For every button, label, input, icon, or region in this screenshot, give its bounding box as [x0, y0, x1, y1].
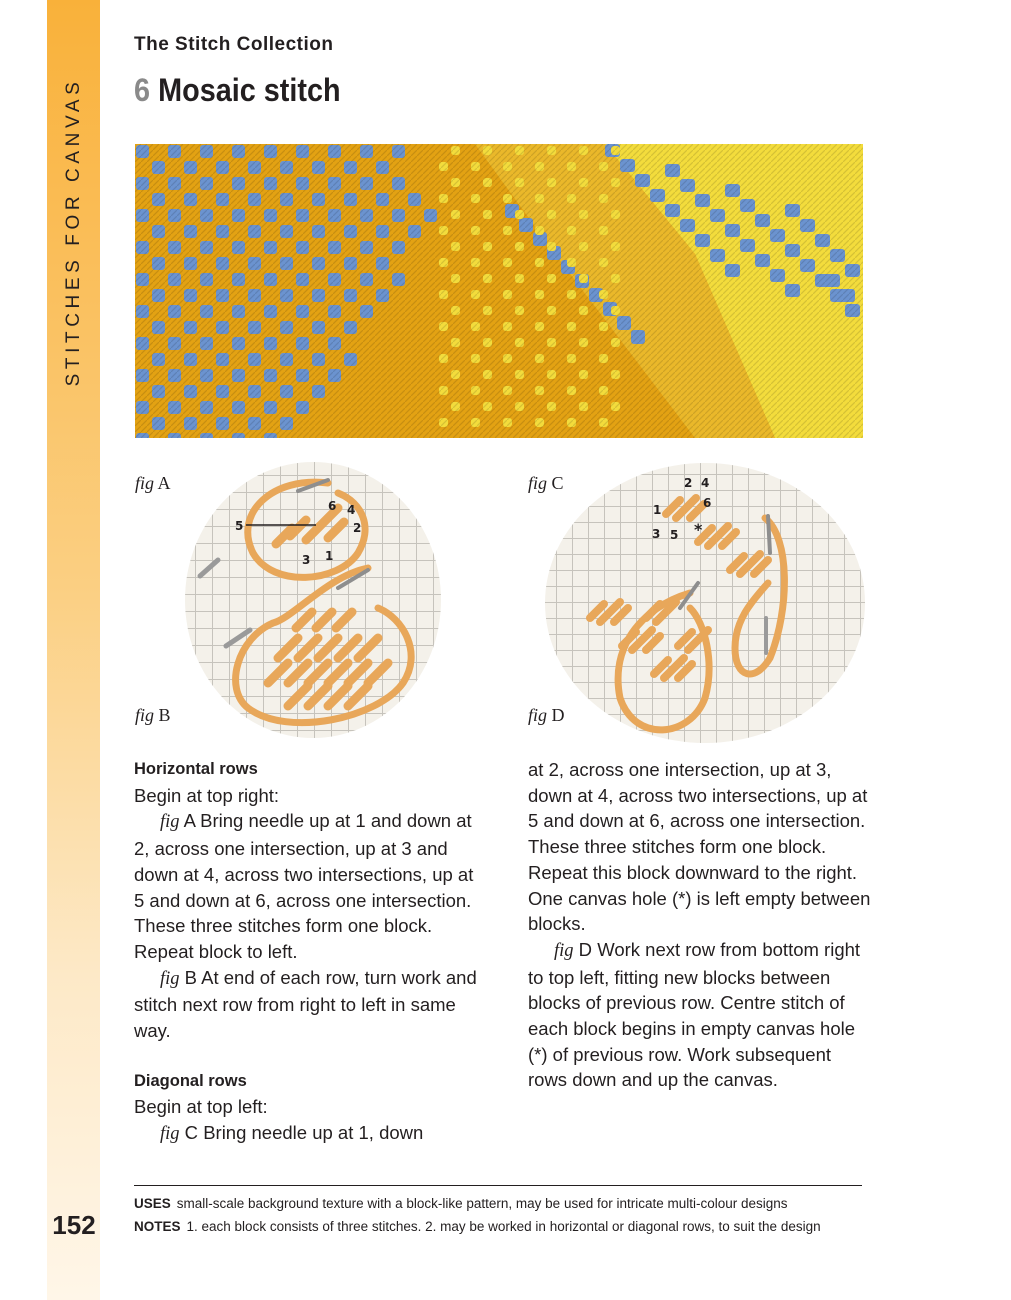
fig-c-instructions-continued: at 2, across one intersection, up at 3, down at 4, across two intersections, up at 5 and down at 6, across one intersection. These three stitches form one block. Repeat this block downward to the right. One canvas hole (*) is left empty between blocks. — [528, 759, 871, 935]
instructions-right-column — [528, 757, 873, 1093]
notes-label: NOTES — [134, 1219, 181, 1234]
sample-photo — [135, 144, 863, 438]
horizontal-rows-heading: Horizontal rows — [134, 760, 258, 778]
fig-b-instructions: fig B At end of each row, turn work and stitch next row from right to left in same way. — [134, 966, 477, 1042]
fig-c-marker-4: 4 — [701, 476, 710, 490]
instructions-left-column — [134, 757, 479, 1148]
uses-text: small-scale background texture with a block-like pattern, may be used for intricate multi-colour designs — [176, 1196, 788, 1211]
chapter-side-label: STITCHES FOR CANVAS — [63, 77, 84, 387]
photo-texture — [135, 144, 863, 438]
fig-a-label: fig A — [135, 473, 171, 493]
diagram-fig-c-d — [540, 458, 870, 748]
footer-uses — [134, 1196, 788, 1211]
fig-c-marker-1: 1 — [653, 503, 662, 517]
diagonal-rows-intro: Begin at top left: — [134, 1096, 268, 1118]
notes-text: 1. each block consists of three stitches. 2. may be worked in horizontal or diagonal rows, to suit the design — [186, 1219, 821, 1234]
stitch-title — [134, 72, 341, 109]
fig-c-marker-2: 2 — [684, 476, 693, 490]
fig-d-label: fig D — [528, 705, 565, 725]
fig-d-instructions: fig D Work next row from bottom right to top left, fitting new blocks between blocks of previous row. Centre stitch of each block begins in empty canvas hole (*) of previous row. Work subsequent rows down and up the canvas. — [528, 938, 861, 1091]
fig-c-empty-hole-marker: * — [694, 520, 703, 539]
footer-notes — [134, 1219, 821, 1234]
fig-a-instructions: fig A Bring needle up at 1 and down at 2, across one intersection, up at 3 and down at 4, across two intersections, up at 5 and down at 6, across one intersection. These three stitches form one block. Repeat block to left. — [134, 810, 474, 962]
fig-b-label: fig B — [135, 705, 171, 725]
fig-c-label: fig C — [528, 473, 564, 493]
stitch-name: Mosaic stitch — [158, 72, 341, 108]
fig-a-marker-5: 5 — [235, 519, 244, 533]
diagram-fig-a-b — [178, 458, 448, 743]
page-number: 152 — [52, 1210, 96, 1240]
fig-a-marker-4: 4 — [347, 503, 356, 517]
diagonal-rows-heading: Diagonal rows — [134, 1071, 247, 1090]
uses-label: USES — [134, 1196, 171, 1211]
needle-c — [768, 516, 770, 553]
fig-c-marker-5: 5 — [670, 528, 679, 542]
running-head: The Stitch Collection — [134, 34, 334, 55]
fig-c-instructions-start: fig C Bring needle up at 1, down — [160, 1122, 424, 1145]
fig-a-marker-6: 6 — [328, 499, 337, 513]
fig-c-marker-6: 6 — [703, 496, 712, 510]
fig-c-marker-3: 3 — [652, 527, 661, 541]
fig-a-marker-3: 3 — [302, 553, 311, 567]
horizontal-rows-intro: Begin at top right: — [134, 784, 280, 806]
fig-a-marker-2: 2 — [353, 521, 362, 535]
footer-rule — [134, 1185, 862, 1186]
fig-a-marker-1: 1 — [325, 549, 334, 563]
stitch-number: 6 — [134, 72, 151, 108]
